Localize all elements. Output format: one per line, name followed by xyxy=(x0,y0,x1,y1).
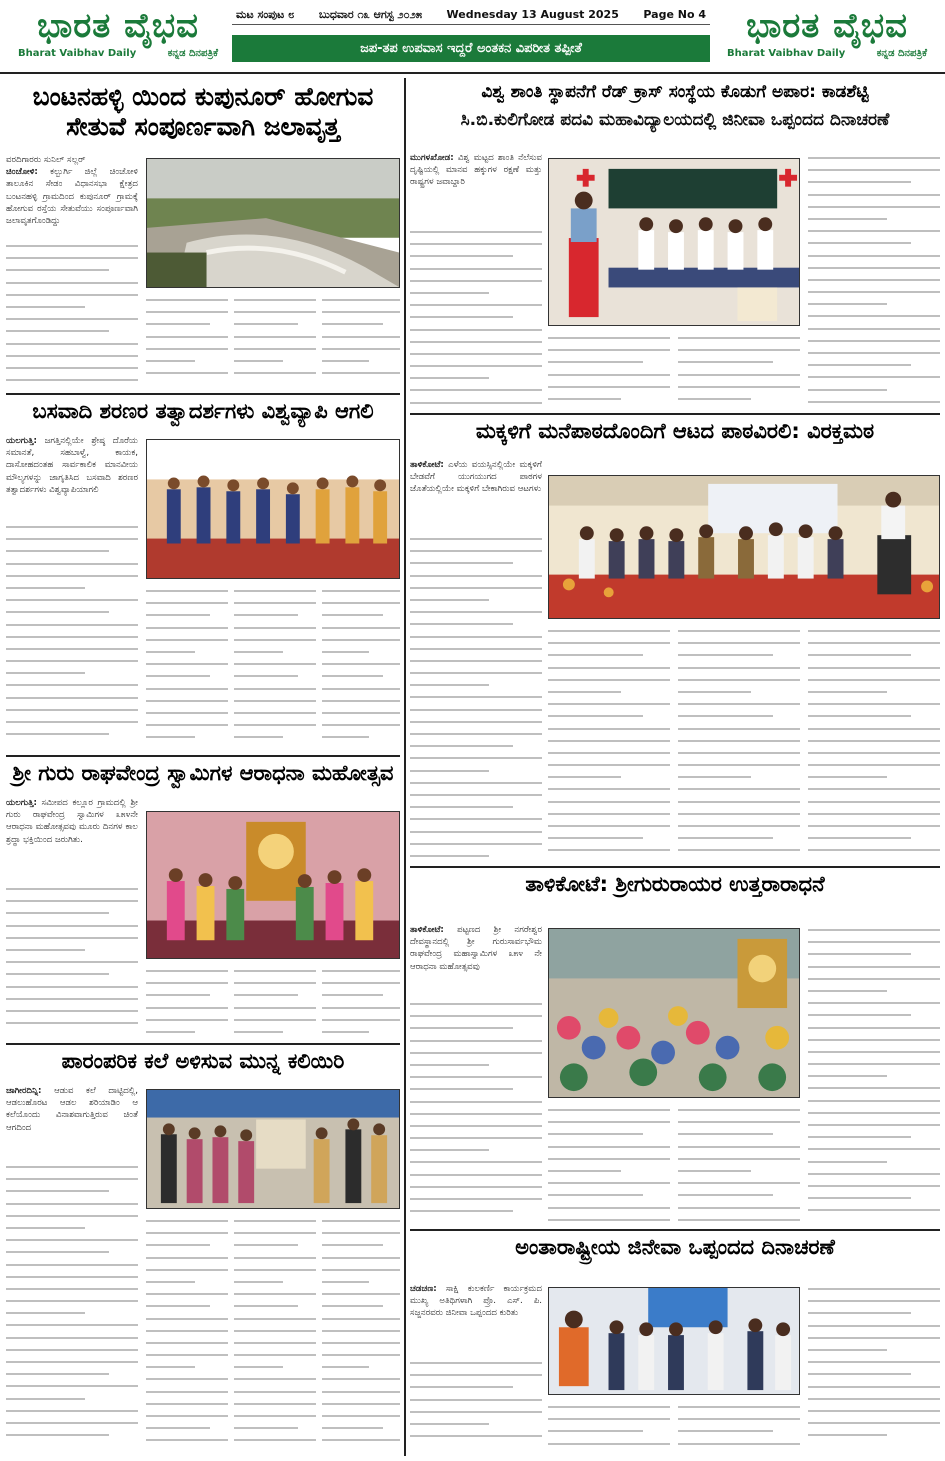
issue-label: ಮಟ ಸಂಪುಟ ೮ xyxy=(236,8,295,21)
article-body-text xyxy=(322,585,400,751)
headline: ಬಸವಾದಿ ಶರಣರ ತತ್ವಾದರ್ಶಗಳು ವಿಶ್ವವ್ಯಾಪಿ ಆಗಲಿ xyxy=(32,399,374,423)
red-cross-seminar-photo xyxy=(548,158,800,326)
lead-text: ಜಗತ್ತಿನಲ್ಲಿಯೇ ಶ್ರೇಷ್ಠ ದೊರೆಯ ಸಮಾನತೆ, ಸಹಬಾಳ್ವೆ, ಕಾಯಕ, ದಾಸೋಹದಂತಹ ಸಾರ್ವಕಾಲಿಕ ಮಾನವೀಯ ಮೌಲ್ಯಗಳನ್ನು ಜಾಗೃತಿಸಿದ ಬಸವಾದಿ ಶರಣರ ತತ್ವಾದರ್ಶಗಳು ವಿಶ್ವವ್ಯಾಪಿಯಾಗಲಿ xyxy=(6,436,138,495)
aradhana-devotees-photo xyxy=(146,811,400,959)
lead-text: ಸಾಕ್ಷಿ ಕುಲಕರ್ಣಿ ಕಾರ್ಯಕ್ರಮದ ಮುಖ್ಯ ಅತಿಥಿಗಳಾಗಿ ಪ್ರೊ. ಎಸ್. ಪಿ. ಸಜ್ಜನರವರು ಜಿನೀವಾ ಒಪ್ಪಂದದ ಕುರಿತು xyxy=(410,1284,542,1319)
story-geneva-convention-day xyxy=(410,1235,940,1457)
article-body-text xyxy=(146,585,228,751)
article-lead xyxy=(6,797,138,881)
byline: ವರದಿಗಾರರು ಸುನಿಲ್ ಸಲ್ಲರ್ xyxy=(6,155,86,165)
story-children-play xyxy=(410,419,940,868)
article-body-text xyxy=(678,1104,800,1226)
article-body-text xyxy=(146,965,228,1039)
article-body-text xyxy=(548,1401,670,1453)
lead-text: ಪಟ್ಟಣದ ಶ್ರೀ ನಗರೇಶ್ವರ ದೇವಸ್ಥಾನದಲ್ಲಿ ಶ್ರೀ ಗುರುಸಾರ್ವಭೌಮ ರಾಘವೇಂದ್ರ ಮಹಾಸ್ವಾಮಿಗಳ ೩೫೪ ನೇ ಆರಾಧನಾ ಮಹೋತ್ಸವವು xyxy=(410,925,542,972)
temple-devotees-photo xyxy=(548,928,800,1098)
geneva-seminar-photo xyxy=(548,1287,800,1395)
basava-event-photo xyxy=(146,439,400,579)
article-body-text xyxy=(6,883,138,1039)
lead-text: ವಿಶ್ವ ಮಟ್ಟದ ಶಾಂತಿ ನೆಲೆಸುವ ದೃಷ್ಟಿಯಲ್ಲಿ ಮಾನವ ಹಕ್ಕುಗಳ ರಕ್ಷಣೆ ಮತ್ತು ರಾಷ್ಟ್ರಗಳ ಜವಾಬ್ದಾರಿ xyxy=(410,153,542,188)
column-divider xyxy=(404,78,406,1456)
story-talikote-aradhana xyxy=(410,872,940,1231)
article-body-text xyxy=(146,1215,228,1453)
article-body-text xyxy=(808,152,940,410)
headline: ಮಕ್ಕಳಿಗೆ ಮನೆಪಾಠದೊಂದಿಗೆ ಆಟದ ಪಾಠವಿರಲಿ: ವಿರಕ್ತಮಠ xyxy=(475,419,875,443)
article-body-text xyxy=(6,240,138,390)
article-body-text xyxy=(410,226,542,410)
article-body-text xyxy=(6,1161,138,1453)
article-body-text xyxy=(234,965,316,1039)
article-body-text xyxy=(808,1283,940,1453)
brand-logo-right xyxy=(717,4,937,70)
brand-tagline: ಕನ್ನಡ ದಿನಪತ್ರಿಕೆ xyxy=(876,48,927,59)
article-body-text xyxy=(548,1104,670,1226)
lead-text: ಕಲ್ಬುರ್ಗಿ ಜಿಲ್ಲೆ ಚಿಂಚೋಳಿ ತಾಲೂಕಿನ ಸೇಡಂ ವಿಧಾನಸಭಾ ಕ್ಷೇತ್ರದ ಬಂಟನಹಳ್ಳಿ ಗ್ರಾಮದಿಂದ ಕುಪುನೂರ್ ಗ್ರಾಮಕ್ಕೆ ಹೋಗುವ ರಸ್ತೆಯ ಸೇತುವೆಯು ಸಂಪೂರ್ಣವಾಗಿ ಜಲಾವೃತಗೊಂಡಿದ್ದು xyxy=(6,167,138,227)
headline: ತಾಳಿಕೋಟೆ: ಶ್ರೀಗುರುರಾಯರ ಉತ್ತರಾರಾಧನೆ xyxy=(525,872,825,896)
issue-meta xyxy=(232,6,710,25)
headline: ಶ್ರೀ ಗುರು ರಾಘವೇಂದ್ರ ಸ್ವಾಮಿಗಳ ಆರಾಧನಾ ಮಹೋತ್ಸವ xyxy=(12,761,394,785)
art-program-group-photo xyxy=(146,1089,400,1209)
article-lead xyxy=(6,435,138,519)
dateline: ಜಾಗೀರದಿನ್ನಿ: xyxy=(6,1086,42,1096)
article-lead xyxy=(410,924,542,996)
article-body-text xyxy=(678,1401,800,1453)
brand-english: Bharat Vaibhav Daily xyxy=(18,48,137,59)
masthead xyxy=(0,0,945,74)
article-body-text xyxy=(322,965,400,1039)
article-body-text xyxy=(678,625,800,863)
headline: ಅಂತಾರಾಷ್ಟ್ರೀಯ ಜಿನೇವಾ ಒಪ್ಪಂದದ ದಿನಾಚರಣೆ xyxy=(515,1235,835,1259)
headline: ಬಂಟನಹಳ್ಳಿ ಯಿಂದ ಕುಪುನೂರ್ ಹೋಗುವ ಸೇತುವೆ ಸಂಪೂರ್ಣವಾಗಿ ಜಲಾವೃತ್ತ xyxy=(32,82,374,141)
article-body-text xyxy=(322,1215,400,1453)
headline: ಪಾರಂಪರಿಕ ಕಲೆ ಅಳಿಸುವ ಮುನ್ನ ಕಲಿಯಿರಿ xyxy=(61,1049,345,1073)
article-body-text xyxy=(410,998,542,1226)
article-body-text xyxy=(548,625,670,863)
article-body-text xyxy=(808,924,940,1226)
article-lead xyxy=(410,1283,542,1355)
brand-name: ಭಾರತ ವೈಭವ xyxy=(37,6,199,46)
article-body-text xyxy=(808,625,940,863)
dateline: ತಾಳಿಕೋಟೆ: xyxy=(410,460,444,470)
article-lead xyxy=(6,154,138,238)
article-lead xyxy=(410,152,542,224)
article-body-text xyxy=(234,294,316,390)
article-body-text xyxy=(146,294,228,390)
article-body-text xyxy=(548,332,670,410)
dateline: ಮುಗಳಖೋಡ: xyxy=(410,153,454,163)
page-number: Page No 4 xyxy=(643,8,706,21)
dateline: ಯಲಗುತ್ತಿ: xyxy=(6,798,37,808)
flooded-bridge-photo xyxy=(146,158,400,288)
sports-event-stage-photo xyxy=(548,475,940,619)
story-red-cross xyxy=(410,82,940,415)
dateline: ತಾಳಿಕೋಟೆ: xyxy=(410,925,444,935)
dateline: ಯಲಗುತ್ತಿ: xyxy=(6,436,37,446)
lead-text: ಎಳೆಯ ವಯಸ್ಸಿನಲ್ಲಿಯೇ ಮಕ್ಕಳಿಗೆ ಬೇಡವೆಗೆ ಯುಗಯುಗದ ಪಾಠಗಳ ಜೊತೆಯಲ್ಲಿಯೇ ಮಕ್ಕಳಿಗೆ ಬೇಕಾಗಿರುವ ಆಟಗಳು xyxy=(410,460,542,495)
article-body-text xyxy=(410,1357,542,1453)
dateline: ಚಡಚಣ: xyxy=(410,1284,437,1294)
story-raghavendra-aradhana xyxy=(6,761,400,1045)
headline: ವಿಶ್ವ ಶಾಂತಿ ಸ್ಥಾಪನೆಗೆ ರೆಡ್ ಕ್ರಾಸ್ ಸಂಸ್ಥೆಯ ಕೊಡುಗೆ ಅಪಾರ: ಕಾಡಶೆಟ್ಟಿ xyxy=(481,82,869,102)
subheadline: ಸಿ.ಬಿ.ಕುಲಿಗೋಡ ಪದವಿ ಮಹಾವಿದ್ಯಾಲಯದಲ್ಲಿ ಜಿನೀವಾ ಒಪ್ಪಂದದ ದಿನಾಚರಣೆ xyxy=(460,110,890,131)
banner-quote: ಜಪ-ತಪ ಉಪವಾಸ ಇದ್ದರೆ ಅಂತಕನ ವಿಪರೀತ ತಪ್ಪೀತೆ xyxy=(232,35,710,62)
dateline: ಚಿಂಚೋಳಿ: xyxy=(6,167,38,178)
brand-logo-left xyxy=(8,4,228,70)
story-basava-principles xyxy=(6,399,400,757)
article-body-text xyxy=(234,1215,316,1453)
date-english: Wednesday 13 August 2025 xyxy=(446,8,619,21)
article-body-text xyxy=(234,585,316,751)
brand-name: ಭಾರತ ವೈಭವ xyxy=(746,6,908,46)
brand-tagline: ಕನ್ನಡ ದಿನಪತ್ರಿಕೆ xyxy=(167,48,218,59)
article-lead xyxy=(6,1085,138,1157)
lead-text: ಆಡುವ ಕಲೆ ದಾಟ್ಟಿದಲ್ಲಿ, ಆಡಲುಹೊರಟ ಆಡಲ ಶರಿಯಾಡಿಂ ಆ ಕಲೆಯೊಂದು ವಿನಾಶವಾಗುತ್ತಿರುವ ಚಿಂತೆ ಆಗದಿಂದ xyxy=(6,1086,138,1133)
article-body-text xyxy=(678,332,800,410)
article-body-text xyxy=(410,533,542,863)
masthead-center xyxy=(232,6,710,62)
story-traditional-art xyxy=(6,1049,400,1457)
article-body-text xyxy=(322,294,400,390)
article-lead xyxy=(410,459,542,531)
brand-english: Bharat Vaibhav Daily xyxy=(727,48,846,59)
lead-text: ಸಮೀಪದ ಕಲ್ಲೂರ ಗ್ರಾಮದಲ್ಲಿ ಶ್ರೀ ಗುರು ರಾಘವೇಂದ್ರ ಸ್ವಾಮಿಗಳ ೩೫೪ನೇ ಆರಾಧನಾ ಮಹೋತ್ಸವವು ಮೂರು ದಿನಗಳ ಕಾಲ ಶ್ರದ್ಧಾ ಭಕ್ತಿಯಿಂದ ಜರುಗಿತು. xyxy=(6,798,138,845)
date-kannada: ಬುಧವಾರ ೧೩ ಆಗಸ್ಟ ೨೦೨೫ xyxy=(318,8,422,21)
article-body-text xyxy=(6,521,138,751)
story-bridge-flood xyxy=(6,82,400,395)
